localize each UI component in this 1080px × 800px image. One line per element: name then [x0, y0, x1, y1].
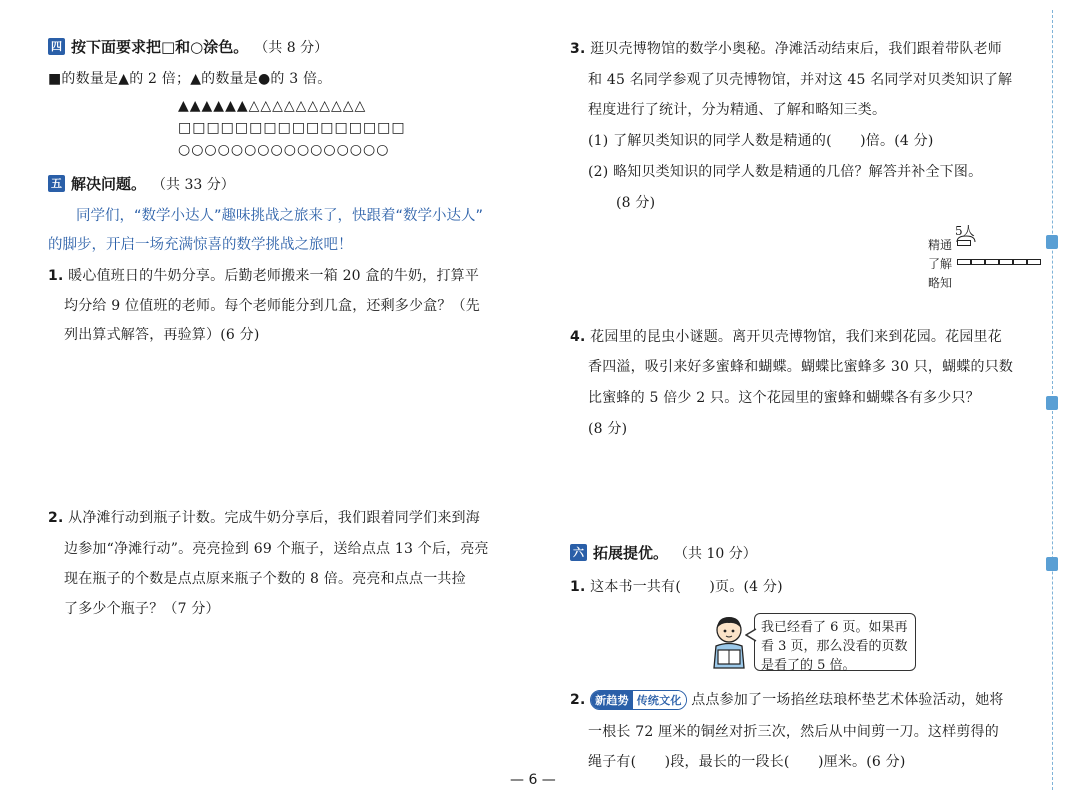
liaojie-segment [985, 259, 999, 265]
liaojie-segment [1013, 259, 1027, 265]
question-2-line4: 了多少个瓶子？（7 分） [64, 601, 220, 617]
question-1 [48, 265, 479, 285]
question-2-line2: 边参加“净滩行动”。亮亮捡到 69 个瓶子，送给点点 13 个后，亮亮 [64, 541, 489, 557]
section-6-question-1 [570, 576, 783, 596]
question-2-number: 2. [48, 510, 64, 526]
question-1-number: 1. [48, 268, 64, 284]
diagram-top-label: 5人 [955, 224, 975, 238]
jingtong-segment [957, 240, 971, 246]
badge-new-trend: 新趋势 [591, 691, 633, 709]
question-3-sub2-score: (8 分) [616, 195, 656, 211]
question-3-line1: 逛贝壳博物馆的数学小奥秘。净滩活动结束后，我们跟着带队老师 [590, 41, 1002, 57]
edge-tab-marker [1046, 396, 1058, 410]
badge-traditional-culture: 传统文化 [633, 691, 686, 709]
bubble-tail-icon [745, 628, 757, 642]
section-6-title: 拓展提优。 [593, 544, 669, 562]
section-5-header [48, 173, 235, 194]
trend-badge [590, 690, 686, 710]
section-4-header [48, 36, 328, 57]
question-4-line2: 香四溢，吸引来好多蜜蜂和蝴蝶。蝴蝶比蜜蜂多 30 只，蝴蝶的只数 [588, 359, 1014, 375]
diagram-row-jingtong: 精通 [928, 238, 953, 252]
page-number: — 6 — [510, 772, 556, 788]
question-3-sub1: (1) 了解贝类知识的同学人数是精通的( )倍。(4 分) [588, 133, 934, 149]
question-3-sub2: (2) 略知贝类知识的同学人数是精通的几倍？解答并补全下图。 [588, 164, 983, 180]
section-5-number: 五 [48, 175, 65, 192]
section-6-question-2-line1: 点点参加了一场掐丝珐琅杯垫艺术体验活动，她将 [691, 692, 1004, 708]
section-4-number: 四 [48, 38, 65, 55]
liaojie-segment [971, 259, 985, 265]
question-2-line1: 从净滩行动到瓶子计数。完成牛奶分享后，我们跟着同学们来到海 [68, 510, 480, 526]
question-4-number: 4. [570, 329, 586, 345]
section-5-score: （共 33 分） [152, 176, 235, 193]
section-4-title: 按下面要求把□和○涂色。 [71, 38, 249, 56]
diagram-row-luezhi: 略知 [928, 276, 953, 290]
speech-bubble-line3: 是看了的 5 倍。 [761, 658, 856, 673]
question-3-line2: 和 45 名同学参观了贝壳博物馆，并对这 45 名同学对贝类知识了解 [588, 72, 1013, 88]
section-6-question-2-line3: 绳子有( )段，最长的一段长( )厘米。(6 分) [588, 754, 906, 770]
question-3-line3: 程度进行了统计，分为精通、了解和略知三类。 [588, 102, 887, 118]
square-row: □□□□□□□□□□□□□□□□ [178, 120, 406, 136]
question-3 [570, 38, 1002, 58]
section-6-number: 六 [570, 544, 587, 561]
question-2 [48, 507, 480, 527]
edge-tab-marker [1046, 235, 1058, 249]
section-6-question-1-number: 1. [570, 579, 586, 595]
question-3-number: 3. [570, 41, 586, 57]
question-2-line3: 现在瓶子的个数是点点原来瓶子个数的 8 倍。亮亮和点点一共捡 [64, 571, 466, 587]
speech-bubble-line2: 看 3 页，那么没看的页数 [761, 639, 908, 654]
question-4-line1: 花园里的昆虫小谜题。离开贝壳博物馆，我们来到花园。花园里花 [590, 329, 1002, 345]
speech-bubble-line1: 我已经看了 6 页。如果再 [761, 620, 908, 635]
diagram-row-liaojie: 了解 [928, 257, 953, 271]
section-5-title: 解决问题。 [71, 175, 147, 193]
section-6-header [570, 542, 757, 563]
question-4-line4: (8 分) [588, 421, 628, 437]
question-4 [570, 326, 1002, 346]
question-1-line3: 列出算式解答，再验算）(6 分) [64, 327, 260, 343]
boy-reading-icon [706, 614, 752, 670]
triangle-row: ▲▲▲▲▲▲△△△△△△△△△△ [178, 98, 367, 114]
section-5-intro-line1: 同学们，“数学小达人”趣味挑战之旅来了，快跟着“数学小达人” [76, 208, 484, 224]
section-6-question-2-number: 2. [570, 692, 586, 708]
section-6-question-2-line2: 一根长 72 厘米的铜丝对折三次，然后从中间剪一刀。这样剪得的 [588, 724, 999, 740]
liaojie-segment [999, 259, 1013, 265]
section-6-score: （共 10 分） [674, 545, 757, 562]
speech-bubble [754, 613, 916, 671]
circle-row: ○○○○○○○○○○○○○○○○ [178, 142, 390, 158]
question-1-line2: 均分给 9 位值班的老师。每个老师能分到几盒，还剩多少盒？（先 [64, 298, 481, 314]
section-6-question-2 [570, 689, 1004, 710]
question-4-line3: 比蜜蜂的 5 倍少 2 只。这个花园里的蜜蜂和蝴蝶各有多少只？ [588, 390, 980, 406]
liaojie-segment [957, 259, 971, 265]
section-4-score: （共 8 分） [254, 39, 329, 56]
section-4-instruction: ■的数量是▲的 2 倍；▲的数量是●的 3 倍。 [48, 71, 332, 87]
section-5-intro-line2: 的脚步，开启一场充满惊喜的数学挑战之旅吧！ [48, 237, 353, 253]
section-6-question-1-text: 这本书一共有( )页。(4 分) [590, 579, 783, 595]
question-1-line1: 暖心值班日的牛奶分享。后勤老师搬来一箱 20 盒的牛奶，打算平 [68, 268, 480, 284]
liaojie-segment [1027, 259, 1041, 265]
edge-tab-marker [1046, 557, 1058, 571]
